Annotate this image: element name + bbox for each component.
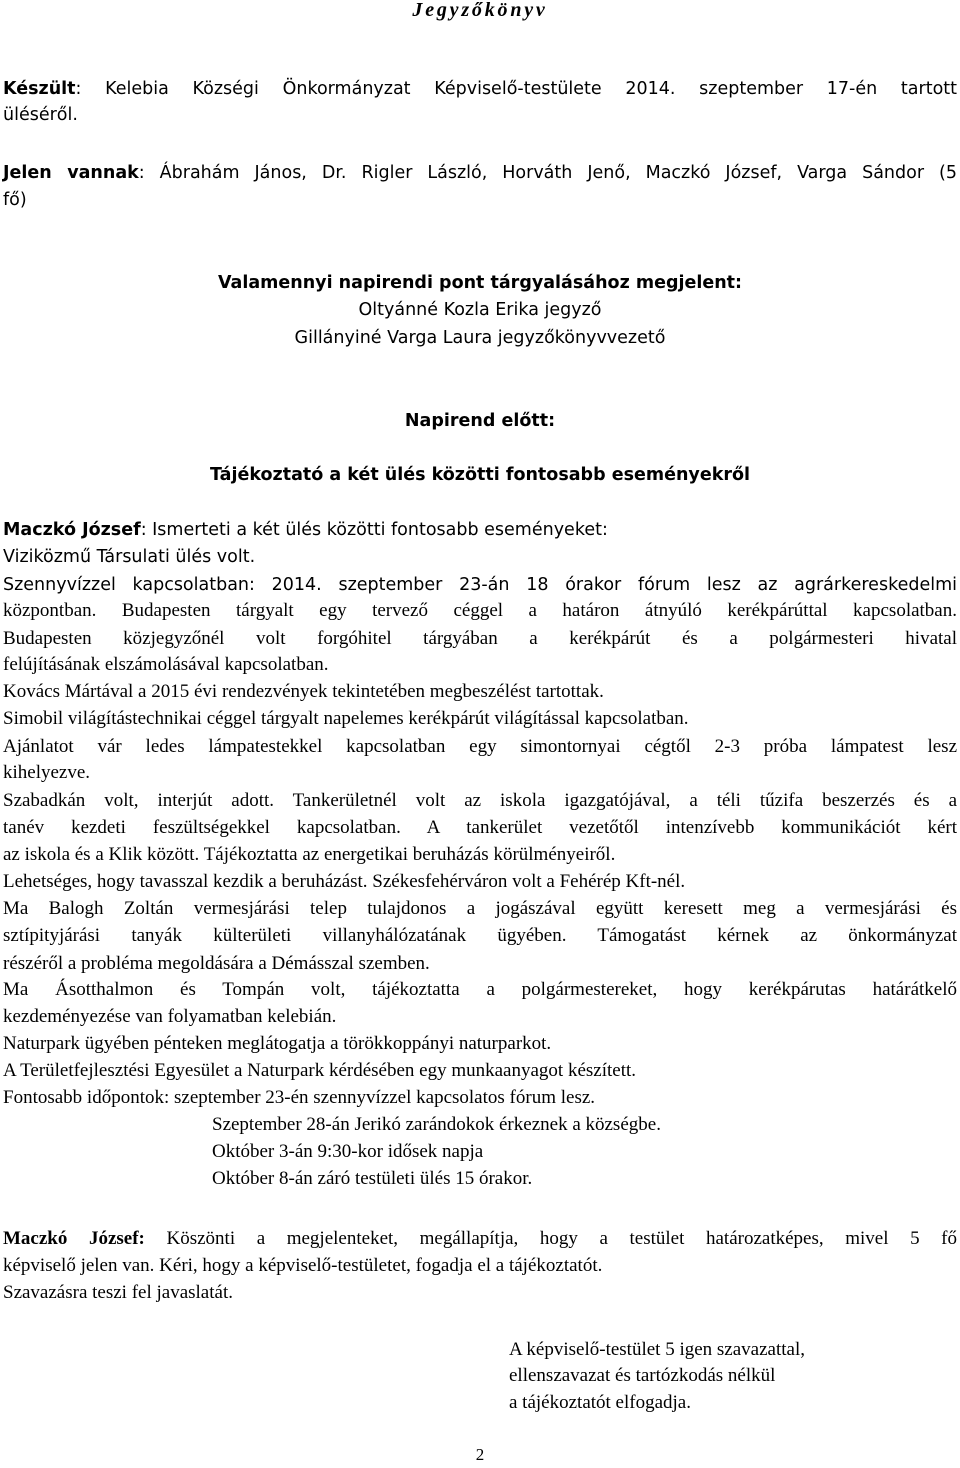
report-line: Simobil világítástechnikai céggel tárgyalt napelemes kerékpárút világítással kapcsolatban.: [3, 708, 689, 729]
speaker-name: Maczkó József: [3, 520, 141, 540]
keszult-line: [3, 76, 957, 102]
closing-line-1: [3, 1226, 957, 1252]
agenda-subheading: Tájékoztató a két ülés közötti fontosabb eseményekről: [210, 465, 750, 485]
report-line: Budapesten közjegyzőnél volt forgóhitel tárgyában a kerékpárút és a polgármesteri hivatal: [3, 628, 957, 649]
report-line: kihelyezve.: [3, 762, 91, 783]
jelen-line: [3, 160, 957, 186]
report-line: Ma Balogh Zoltán vermesjárási telep tulajdonos a jogászával együtt keresett meg a vermesjárási és: [3, 898, 957, 919]
attendance-heading: Valamennyi napirendi pont tárgyalásához megjelent:: [217, 273, 743, 293]
report-date-line: Október 3-án 9:30-kor idősek napja: [212, 1141, 484, 1162]
report-line: A Területfejlesztési Egyesület a Naturpark kérdésében egy munkaanyagot készített.: [3, 1060, 637, 1081]
keszult-label: Készült: [3, 79, 76, 99]
report-line: Ma Ásotthalmon és Tompán volt, tájékoztatta a polgármestereket, hogy kerékpárutas határátkelő: [3, 979, 957, 1000]
report-line: Fontosabb időpontok: szeptember 23-én szennyvízzel kapcsolatos fórum lesz.: [3, 1087, 596, 1108]
attendance-notary: Oltyánné Kozla Erika jegyző: [358, 300, 602, 320]
keszult-text: : Kelebia Községi Önkormányzat Képviselő-testülete 2014. szeptember 17-én tartott: [75, 79, 957, 99]
resolution-line: A képviselő-testület 5 igen szavazattal,: [509, 1339, 805, 1360]
agenda-heading: Napirend előtt:: [404, 411, 556, 431]
report-intro-text: : Ismerteti a két ülés közötti fontosabb eseményeket:: [140, 520, 608, 540]
closing-line-3: Szavazásra teszi fel javaslatát.: [3, 1282, 233, 1303]
report-line: Szabadkán volt, interjút adott. Tankerületnél volt az iskola igazgatójával, a téli tűzifa beszerzés és a: [3, 790, 957, 811]
closing-text: Köszönti a megjelenteket, megállapítja, hogy a testület határozatképes, mivel 5 fő: [144, 1228, 958, 1249]
report-date-line: Október 8-án záró testületi ülés 15 órakor.: [212, 1168, 533, 1189]
resolution-line: a tájékoztatót elfogadja.: [509, 1392, 691, 1413]
closing-speaker: Maczkó József:: [3, 1228, 145, 1249]
report-line: kezdeményezése van folyamatban kelebián.: [3, 1006, 337, 1027]
report-line: Szennyvízzel kapcsolatban: 2014. szeptember 23-án 18 órakor fórum lesz az agrárkereskedelmi: [3, 575, 957, 595]
report-line: Kovács Mártával a 2015 évi rendezvények tekintetében megbeszélést tartottak.: [3, 681, 604, 702]
report-intro: [3, 517, 608, 543]
report-line: központban. Budapesten tárgyalt egy tervező céggel a határon átnyúló kerékpárúttal kapcsolatban.: [3, 600, 957, 621]
report-date-line: Szeptember 28-án Jerikó zarándokok érkeznek a községbe.: [212, 1114, 661, 1135]
report-line: Viziközmű Társulati ülés volt.: [3, 547, 256, 567]
attendance-recorder: Gillányiné Varga Laura jegyzőkönyvvezető: [294, 328, 666, 348]
report-line: Ajánlatot vár ledes lámpatestekkel kapcsolatban egy simontornyai cégtől 2-3 próba lámpatest lesz: [3, 736, 957, 757]
resolution-line: ellenszavazat és tartózkodás nélkül: [509, 1365, 776, 1386]
document-title: Jegyzőkönyv: [412, 0, 548, 21]
jelen-line-2: fő): [3, 190, 27, 210]
report-line: sztípityjárási tanyák külterületi villanyhálózatának ügyében. Támogatást kérnek az önkormányzat: [3, 925, 957, 946]
report-line: felújításának elszámolásával kapcsolatban.: [3, 654, 329, 675]
report-line: Naturpark ügyében pénteken meglátogatja a törökkoppányi naturparkot.: [3, 1033, 552, 1054]
report-line: tanév kezdeti feszültségekkel kapcsolatban. A tankerület vezetőtől intenzívebb kommunikációt kért: [3, 817, 957, 838]
jelen-label: Jelen vannak: [3, 163, 139, 183]
report-line: az iskola és a Klik között. Tájékoztatta az energetikai beruházás körülményeiről.: [3, 844, 616, 865]
closing-line-2: képviselő jelen van. Kéri, hogy a képviselő-testületet, fogadja el a tájékoztatót.: [3, 1255, 603, 1276]
jelen-text: : Ábrahám János, Dr. Rigler László, Horváth Jenő, Maczkó József, Varga Sándor (5: [138, 163, 957, 183]
page-number: 2: [475, 1445, 485, 1464]
keszult-line-2: üléséről.: [3, 105, 78, 125]
report-line: Lehetséges, hogy tavasszal kezdik a beruházást. Székesfehérváron volt a Fehérép Kft-nél.: [3, 871, 686, 892]
report-line: részéről a probléma megoldására a Démásszal szemben.: [3, 953, 430, 974]
